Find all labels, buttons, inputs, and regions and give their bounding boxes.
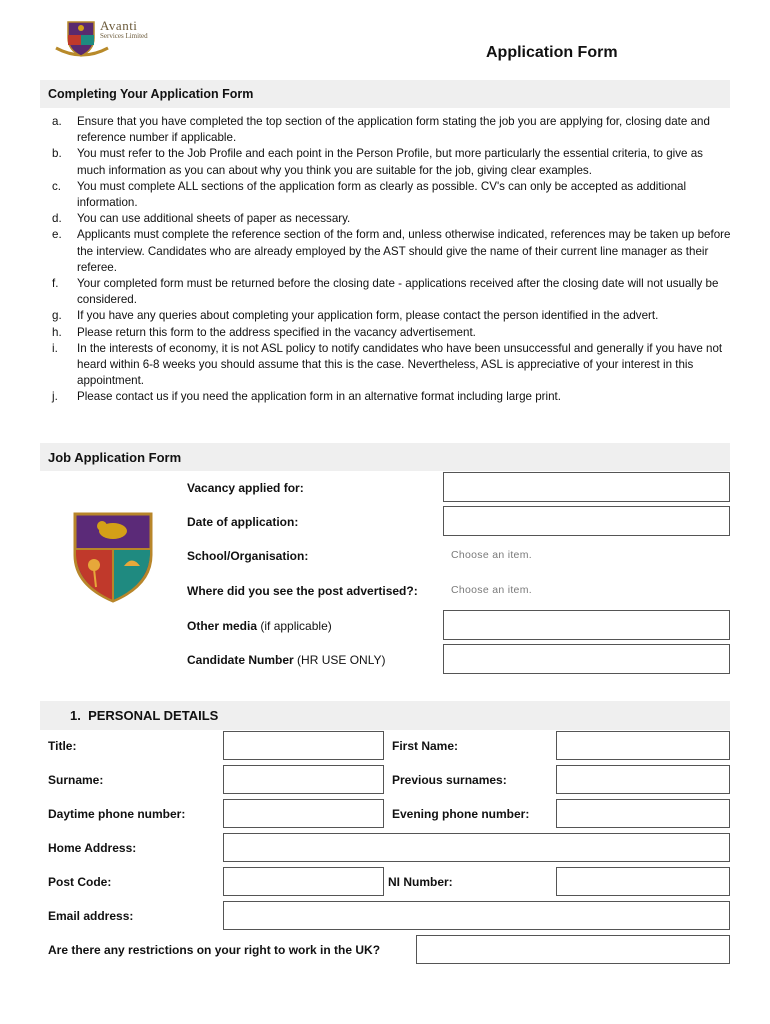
list-item: d. You can use additional sheets of paper as necessary. [52,212,351,226]
other-media-label: Other media (if applicable) [187,619,332,633]
advert-label: Where did you see the post advertised?: [187,584,418,598]
email-input[interactable] [223,901,730,930]
other-media-input[interactable] [443,610,730,640]
list-item: h. Please return this form to the address specified in the vacancy advertisement. [52,325,476,339]
previous-surnames-input[interactable] [556,765,730,794]
list-item: e. Applicants must complete the reference section of the form and, unless otherwise indicated, references may be taken up before the interview. Candidates who are already employed by the AST should give the name of their current line manager as their referee. [52,228,731,274]
job-section-title: Job Application Form [48,450,182,465]
title-input[interactable] [223,731,384,760]
evening-phone-input[interactable] [556,799,730,828]
surname-input[interactable] [223,765,384,794]
post-code-label: Post Code: [48,875,112,889]
daytime-phone-label: Daytime phone number: [48,807,186,821]
advert-dropdown[interactable]: Choose an item. [451,584,532,596]
instructions-list [52,114,732,406]
page-title: Application Form [486,44,618,61]
date-input[interactable] [443,506,730,536]
evening-phone-label: Evening phone number: [392,807,530,821]
school-label: School/Organisation: [187,549,309,563]
previous-surnames-label: Previous surnames: [392,773,507,787]
date-label: Date of application: [187,515,299,529]
daytime-phone-input[interactable] [223,799,384,828]
candidate-number-input[interactable] [443,644,730,674]
ni-number-input[interactable] [556,867,730,896]
title-label: Title: [48,739,77,753]
list-item: g. If you have any queries about completing your application form, please contact the person identified in the advert. [52,309,659,323]
logo-subtitle: Services Limited [100,32,148,40]
home-address-label: Home Address: [48,841,137,855]
logo-name: Avanti [100,18,138,33]
first-name-input[interactable] [556,731,730,760]
personal-section-title: 1. PERSONAL DETAILS [70,708,219,723]
list-item: c. You must complete ALL sections of the application form as clearly as possible. CV's can only be accepted as additional information. [52,179,687,210]
candidate-number-label: Candidate Number (HR USE ONLY) [187,653,386,667]
personal-section-header [40,701,730,730]
completing-section-title: Completing Your Application Form [48,87,254,101]
school-crest-icon [72,511,154,603]
email-label: Email address: [48,909,134,923]
first-name-label: First Name: [392,739,459,753]
restrictions-label: Are there any restrictions on your right to work in the UK? [48,943,381,957]
vacancy-label: Vacancy applied for: [187,481,304,495]
vacancy-input[interactable] [443,472,730,502]
restrictions-input[interactable] [416,935,730,964]
surname-label: Surname: [48,773,104,787]
list-item: j. Please contact us if you need the application form in an alternative format including large print. [52,390,561,404]
home-address-input[interactable] [223,833,730,862]
list-item: i. In the interests of economy, it is not ASL policy to notify candidates who have been unsuccessful and generally if you have not heard within 6-8 weeks you should assume that this is the case. Nevertheless, ASL is appreciative of your interest in this appointment. [52,341,723,388]
list-item: f. Your completed form must be returned before the closing date - applications received after the closing date will not usually be considered. [52,277,719,307]
job-section-header [40,443,730,471]
post-code-input[interactable] [223,867,384,896]
list-item: a. Ensure that you have completed the top section of the application form stating the job you are applying for, closing date and reference number if applicable. [52,115,710,145]
school-dropdown[interactable]: Choose an item. [451,549,532,561]
ni-number-label: NI Number: [388,875,453,889]
completing-section-header [40,80,730,108]
list-item: b. You must refer to the Job Profile and each point in the Person Profile, but more particularly the essential criteria, to give as much information as you can about why you think you are suitable for the job, giving clear examples. [52,147,703,177]
